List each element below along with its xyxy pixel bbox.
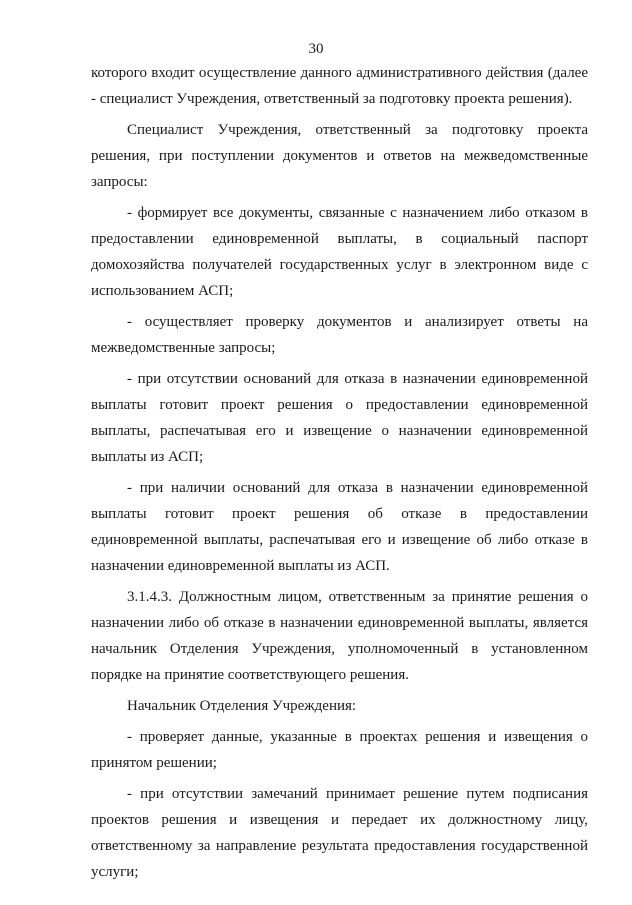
document-body (91, 60, 588, 890)
paragraph-section-3-1-4-3: 3.1.4.3. Должностным лицом, ответственным за принятие решения о назначении либо об отказе в назначении единовременной выплаты, является начальник Отделения Учреждения, уполномоченный в установленном порядке на принятие соответствующего решения. (91, 589, 588, 683)
paragraph-grounds-refusal: - при наличии оснований для отказа в назначении единовременной выплаты готовит проект решения об отказе в предоставлении единовременной выплаты, распечатывая его и извещение об либо отказе в назначении единовременной выплаты из АСП. (91, 480, 588, 574)
paragraph-continuation: которого входит осуществление данного административного действия (далее - специалист Учреждения, ответственный за подготовку проекта решения). (91, 65, 588, 107)
page-number: 30 (308, 41, 324, 57)
paragraph-no-grounds-refusal: - при отсутствии оснований для отказа в назначении единовременной выплаты готовит проект решения о предоставлении единовременной выплаты, распечатывая его и извещение о назначении единовременной выплаты из АСП; (91, 371, 588, 465)
paragraph-checks-data: - проверяет данные, указанные в проектах решения и извещения о принятом решении; (91, 729, 588, 771)
paragraph-department-head: Начальник Отделения Учреждения: (127, 698, 357, 714)
paragraph-checks-documents: - осуществляет проверку документов и анализирует ответы на межведомственные запросы; (91, 314, 588, 356)
paragraph-makes-decision: - при отсутствии замечаний принимает решение путем подписания проектов решения и извещения и передает их должностному лицу, ответственному за направление результата предоставления государственной услуги; (91, 786, 588, 880)
paragraph-forms-documents: - формирует все документы, связанные с назначением либо отказом в предоставлении единовременной выплаты, в социальный паспорт домохозяйства получателей государственных услуг в электронном виде с использованием АСП; (91, 205, 588, 299)
paragraph-specialist-intro: Специалист Учреждения, ответственный за подготовку проекта решения, при поступлении документов и ответов на межведомственные запросы: (91, 122, 588, 190)
